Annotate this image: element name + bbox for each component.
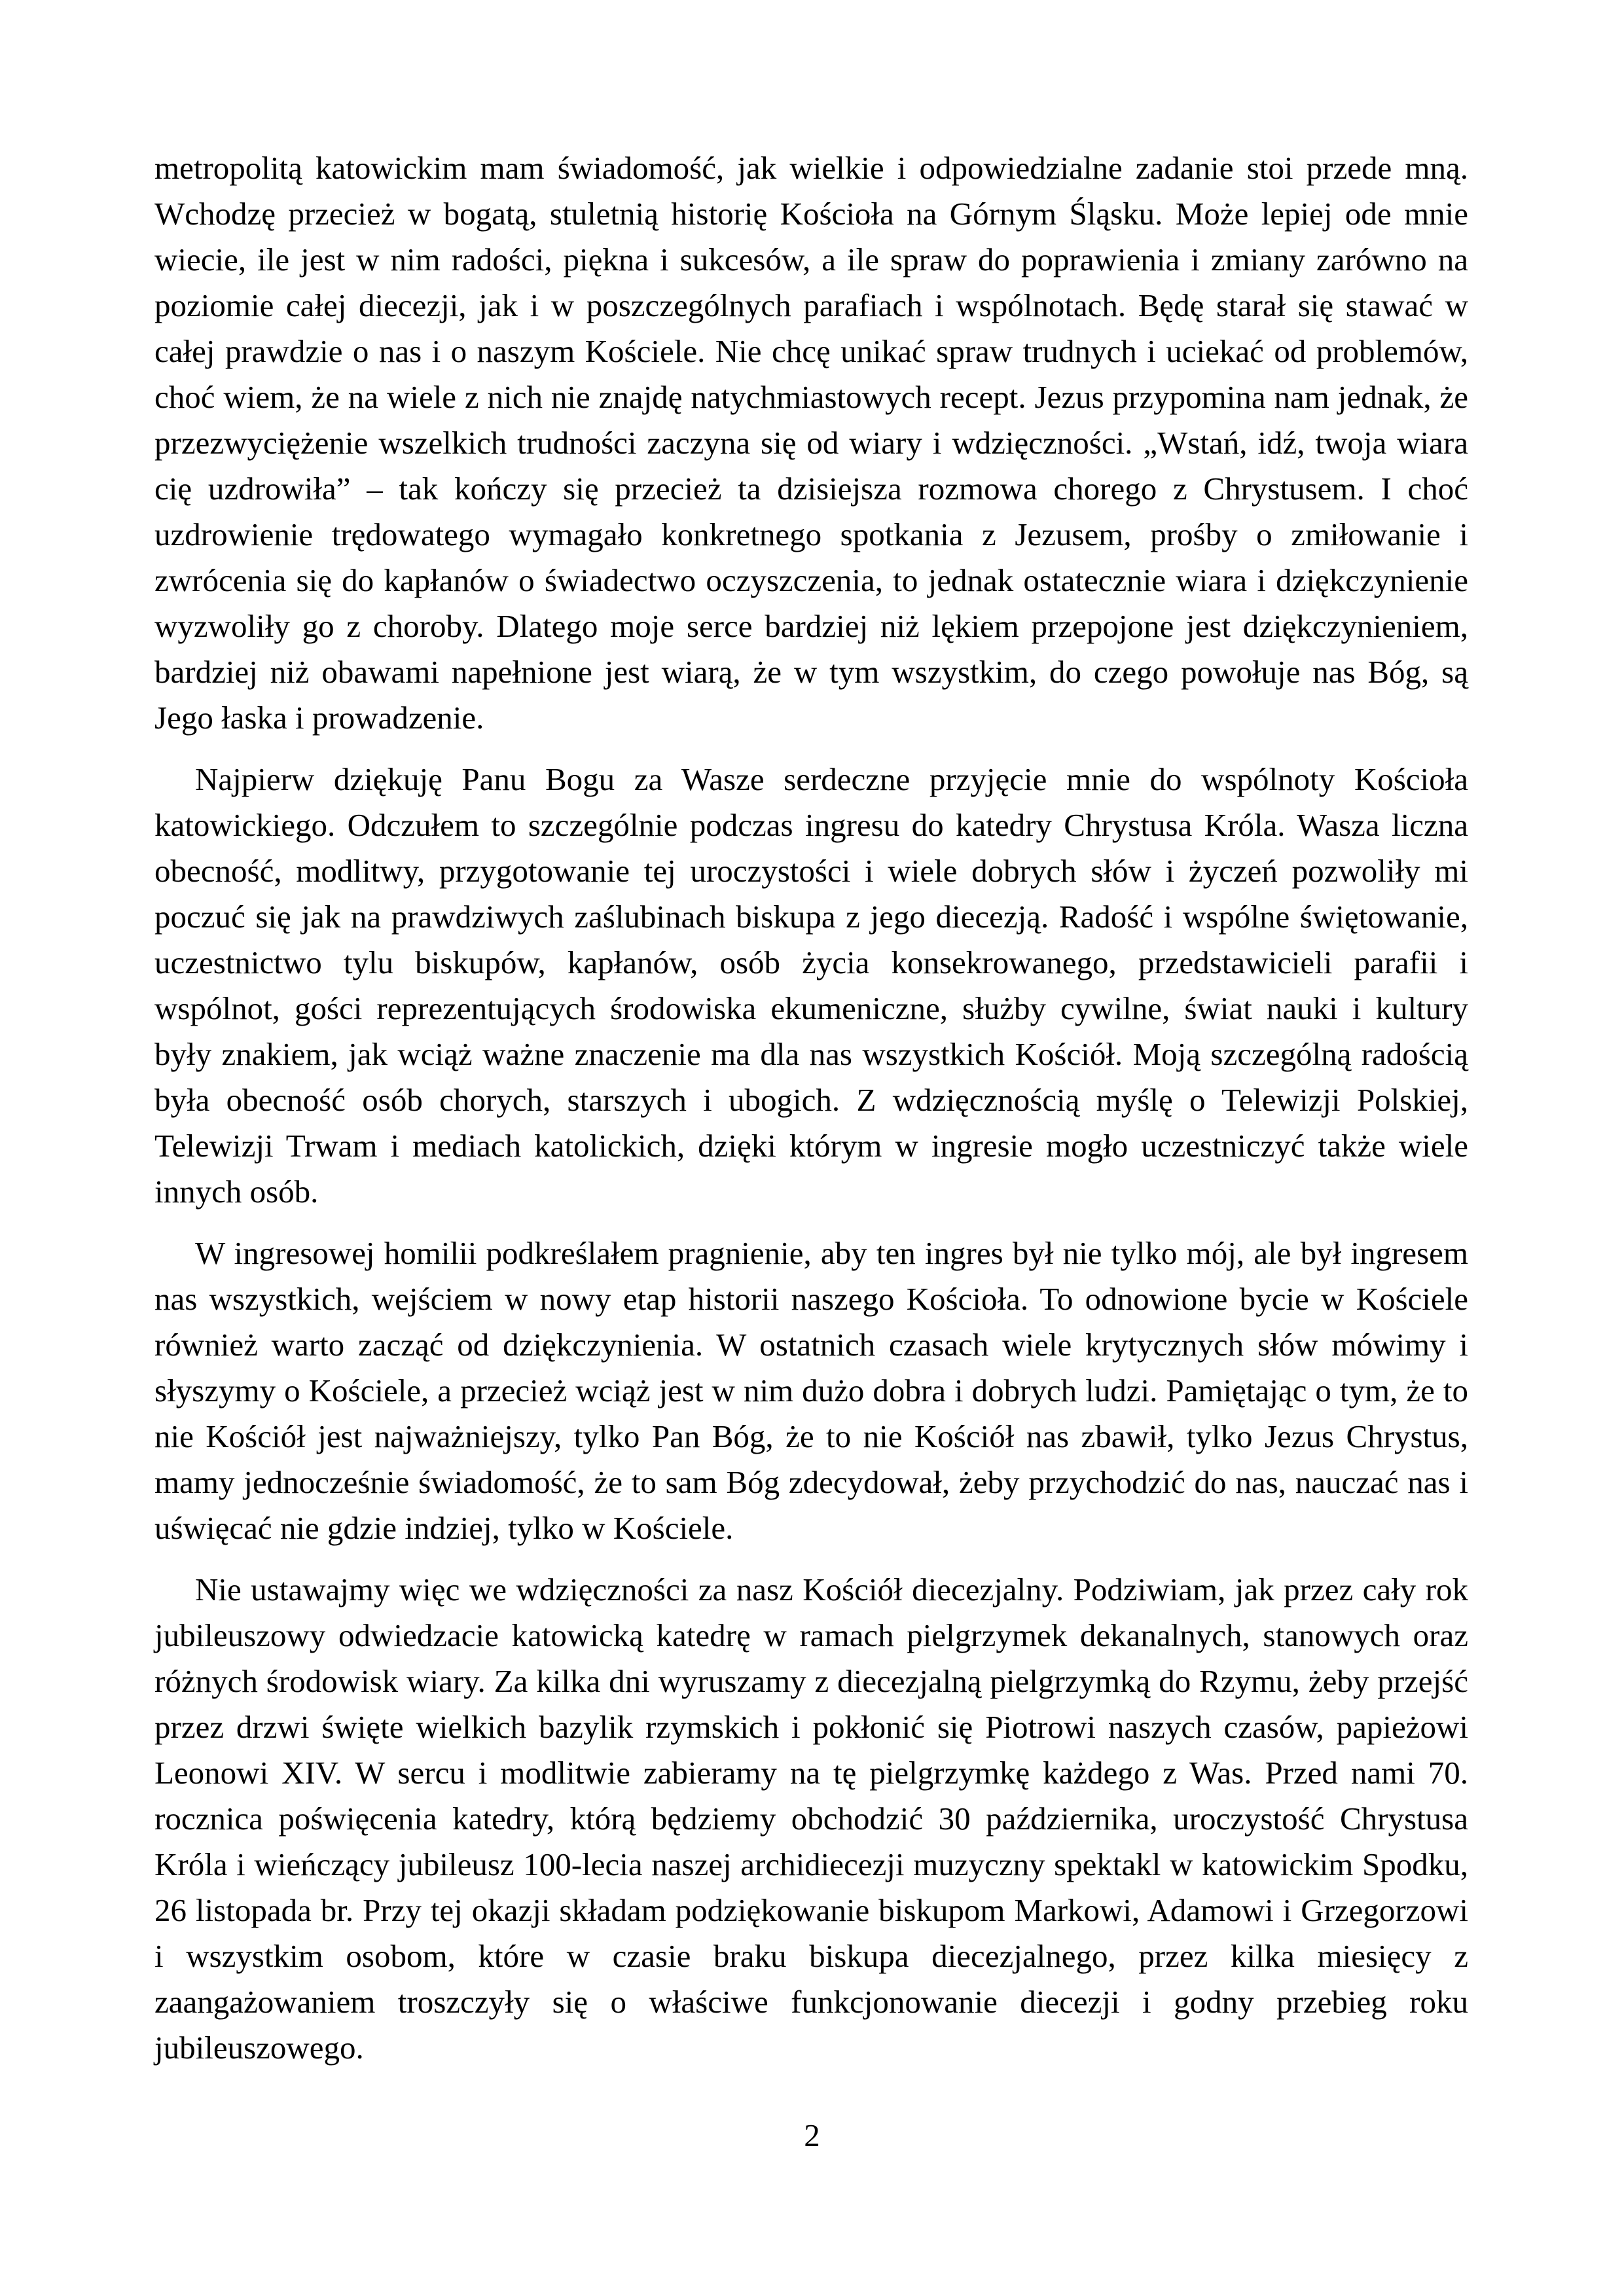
- page-number: 2: [804, 2117, 820, 2153]
- paragraph-ingress-homily: W ingresowej homilii podkreślałem pragnienie, aby ten ingres był nie tylko mój, ale był ingresem nas wszystkich, wejściem w nowy etap historii naszego Kościoła. To odnowione bycie w Kościele również warto zacząć od dziękczynienia. W ostatnich czasach wiele krytycznych słów mówimy i słyszymy o Kościele, a przecież wciąż jest w nim dużo dobra i dobrych ludzi. Pamiętając o tym, że to nie Kościół jest najważniejszy, tylko Pan Bóg, że to nie Kościół nas zbawił, tylko Jezus Chrystus, mamy jednocześnie świadomość, że to sam Bóg zdecydował, żeby przychodzić do nas, nauczać nas i uświęcać nie gdzie indziej, tylko w Kościele.: [154, 1235, 1468, 1546]
- paragraph-continuation: metropolitą katowickim mam świadomość, jak wielkie i odpowiedzialne zadanie stoi przede mną. Wchodzę przecież w bogatą, stuletnią historię Kościoła na Górnym Śląsku. Może lepiej ode mnie wiecie, ile jest w nim radości, piękna i sukcesów, a ile spraw do poprawienia i zmiany zarówno na poziomie całej diecezji, jak i w poszczególnych parafiach i wspólnotach. Będę starał się stawać w całej prawdzie o nas i o naszym Kościele. Nie chcę unikać spraw trudnych i uciekać od problemów, choć wiem, że na wiele z nich nie znajdę natychmiastowych recept. Jezus przypomina nam jednak, że przezwyciężenie wszelkich trudności zaczyna się od wiary i wdzięczności. „Wstań, idź, twoja wiara cię uzdrowiła” – tak kończy się przecież ta dzisiejsza rozmowa chorego z Chrystusem. I choć uzdrowienie trędowatego wymagało konkretnego spotkania z Jezusem, prośby o zmiłowanie i zwrócenia się do kapłanów o świadectwo oczyszczenia, to jednak ostatecznie wiara i dziękczynienie wyzwoliły go z choroby. Dlatego moje serce bardziej niż lękiem przepojone jest dziękczynieniem, bardziej niż obawami napełnione jest wiarą, że w tym wszystkim, do czego powołuje nas Bóg, są Jego łaska i prowadzenie.: [154, 150, 1468, 736]
- paragraph-diocese-gratitude: Nie ustawajmy więc we wdzięczności za nasz Kościół diecezjalny. Podziwiam, jak przez cały rok jubileuszowy odwiedzacie katowicką katedrę w ramach pielgrzymek dekanalnych, stanowych oraz różnych środowisk wiary. Za kilka dni wyruszamy z diecezjalną pielgrzymką do Rzymu, żeby przejść przez drzwi święte wielkich bazylik rzymskich i pokłonić się Piotrowi naszych czasów, papieżowi Leonowi XIV. W sercu i modlitwie zabieramy na tę pielgrzymkę każdego z Was. Przed nami 70. rocznica poświęcenia katedry, którą będziemy obchodzić 30 października, uroczystość Chrystusa Króla i wieńczący jubileusz 100-lecia naszej archidiecezji muzyczny spektakl w katowickim Spodku, 26 listopada br. Przy tej okazji składam podziękowanie biskupom Markowi, Adamowi i Grzegorzowi i wszystkim osobom, które w czasie braku biskupa diecezjalnego, przez kilka miesięcy z zaangażowaniem troszczyły się o właściwe funkcjonowanie diecezji i godny przebieg roku jubileuszowego.: [154, 1571, 1468, 2066]
- page-body-text: [154, 145, 1468, 2087]
- paragraph-thanksgiving-ingress: Najpierw dziękuję Panu Bogu za Wasze serdeczne przyjęcie mnie do wspólnoty Kościoła katowickiego. Odczułem to szczególnie podczas ingresu do katedry Chrystusa Króla. Wasza liczna obecność, modlitwy, przygotowanie tej uroczystości i wiele dobrych słów i życzeń pozwoliły mi poczuć się jak na prawdziwych zaślubinach biskupa z jego diecezją. Radość i wspólne świętowanie, uczestnictwo tylu biskupów, kapłanów, osób życia konsekrowanego, przedstawicieli parafii i wspólnot, gości reprezentujących środowiska ekumeniczne, służby cywilne, świat nauki i kultury były znakiem, jak wciąż ważne znaczenie ma dla nas wszystkich Kościół. Moją szczególną radością była obecność osób chorych, starszych i ubogich. Z wdzięcznością myślę o Telewizji Polskiej, Telewizji Trwam i mediach katolickich, dzięki którym w ingresie mogło uczestniczyć także wiele innych osób.: [154, 761, 1468, 1210]
